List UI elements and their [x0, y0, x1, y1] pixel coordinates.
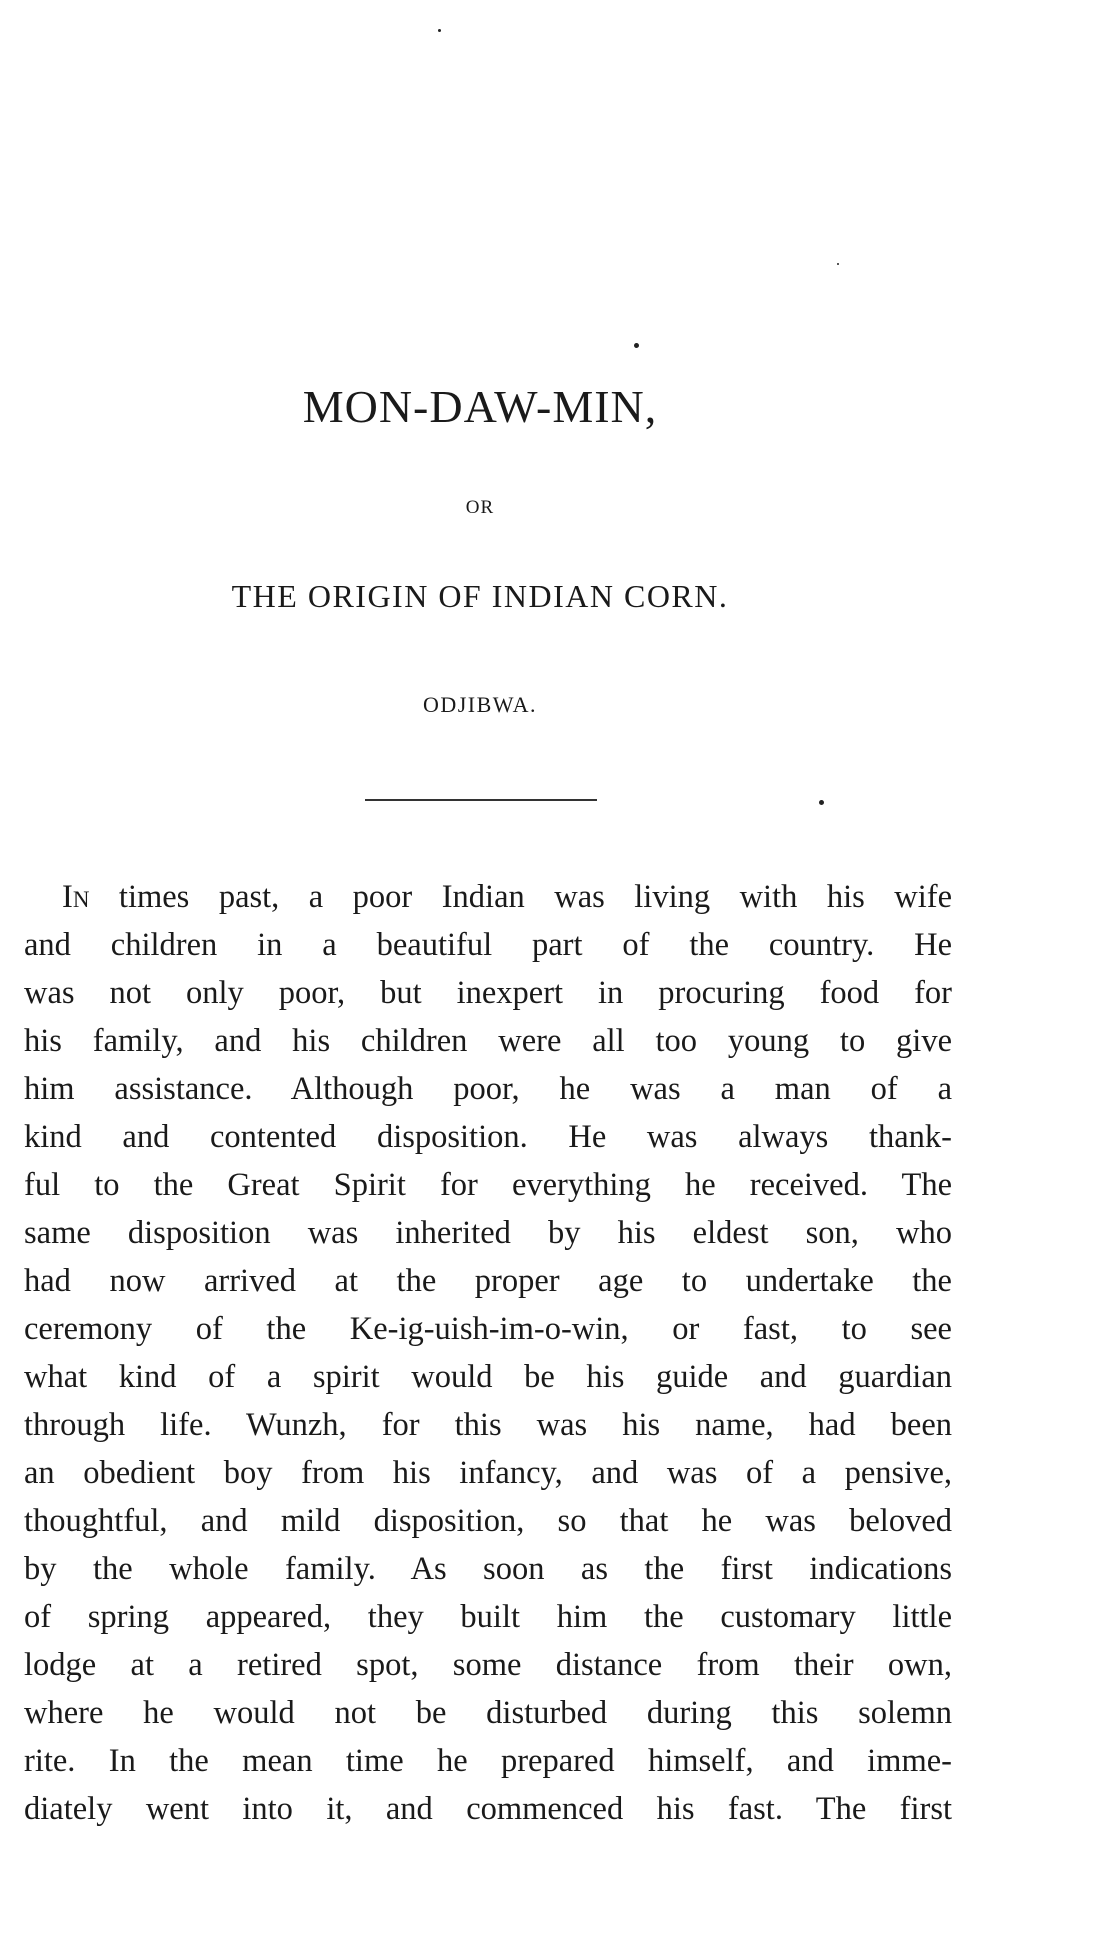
title-connector: OR: [465, 497, 495, 518]
text-line: was not only poor, but inexpert in procuring food for: [24, 975, 952, 1011]
text-line: through life. Wunzh, for this was his name, had been: [24, 1407, 952, 1443]
print-speck: [634, 343, 639, 348]
text-line: what kind of a spirit would be his guide and guardian: [24, 1359, 952, 1395]
text-line: lodge at a retired spot, some distance from their own,: [24, 1647, 952, 1683]
text-line: him assistance. Although poor, he was a man of a: [24, 1071, 952, 1107]
text-line: thoughtful, and mild disposition, so that he was beloved: [24, 1503, 952, 1539]
body-paragraph: [24, 873, 952, 1833]
text-line: and children in a beautiful part of the country. He: [24, 927, 952, 963]
text-line: rite. In the mean time he prepared himself, and imme-: [24, 1743, 952, 1779]
chapter-title: MON-DAW-MIN,: [302, 381, 658, 432]
line-text: times past, a poor Indian was living with his wife: [118, 879, 952, 915]
text-line: where he would not be disturbed during this solemn: [24, 1695, 952, 1731]
text-line: [24, 873, 952, 921]
text-line: of spring appeared, they built him the customary little: [24, 1599, 952, 1635]
print-speck: [837, 263, 839, 265]
text-line: had now arrived at the proper age to undertake the: [24, 1263, 952, 1299]
text-line: diately went into it, and commenced his fast. The first: [24, 1791, 952, 1827]
text-line: ceremony of the Ke-ig-uish-im-o-win, or fast, to see: [24, 1311, 952, 1347]
text-line: by the whole family. As soon as the first indications: [24, 1551, 952, 1587]
print-speck: [819, 800, 824, 805]
text-line: an obedient boy from his infancy, and was of a pensive,: [24, 1455, 952, 1491]
text-line: ful to the Great Spirit for everything he received. The: [24, 1167, 952, 1203]
chapter-subtitle: THE ORIGIN OF INDIAN CORN.: [231, 578, 729, 614]
tribe-label: ODJIBWA.: [422, 692, 538, 717]
text-line: same disposition was inherited by his eldest son, who: [24, 1215, 952, 1251]
lead-word: In: [62, 879, 90, 915]
text-line: his family, and his children were all too young to give: [24, 1023, 952, 1059]
text-line: kind and contented disposition. He was always thank-: [24, 1119, 952, 1155]
section-divider: [365, 799, 597, 801]
print-speck: [438, 29, 441, 32]
